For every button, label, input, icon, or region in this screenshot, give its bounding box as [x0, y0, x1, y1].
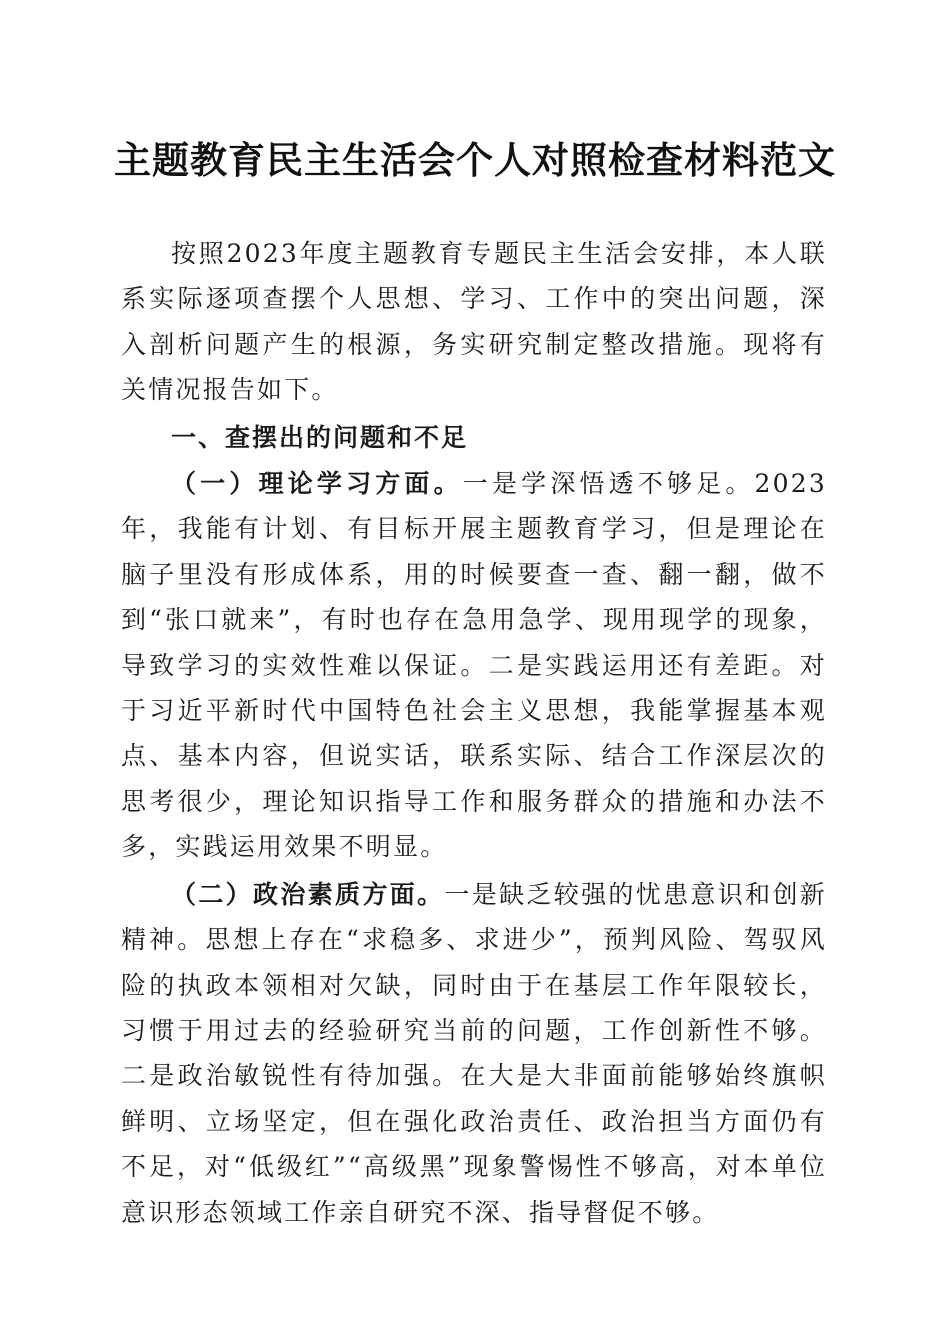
document-body — [121, 231, 827, 1235]
intro-paragraph: 按照2023年度主题教育专题民主生活会安排，本人联系实际逐项查摆个人思想、学习、工作中的突出问题，深入剖析问题产生的根源，务实研究制定整改措施。现将有关情况报告如下。 — [121, 239, 827, 405]
subsection-text: 一是学深悟透不够足。2023年，我能有计划、有目标开展主题教育学习，但是理论在脑子里没有形成体系，用的时候要查一查、翻一翻，做不到“张口就来”，有时也存在急用急学、现用现学的现象，导致学习的实效性难以保证。二是实践运用还有差距。对于习近平新时代中国特色社会主义思想，我能掌握基本观点、基本内容，但说实话，联系实际、结合工作深层次的思考很少，理论知识指导工作和服务群众的措施和办法不多，实践运用效果不明显。 — [121, 469, 827, 862]
subsection-political-quality — [121, 872, 827, 1235]
subsection-label: （一）理论学习方面。 — [171, 469, 463, 499]
subsection-label: （二）政治素质方面。 — [171, 879, 445, 909]
section-heading: 一、查摆出的问题和不足 — [171, 422, 469, 452]
document-title: 主题教育民主生活会个人对照检查材料范文 — [114, 138, 836, 182]
subsection-text: 一是缺乏较强的忧患意识和创新精神。思想上存在“求稳多、求进少”，预判风险、驾驭风险的执政本领相对欠缺，同时由于在基层工作年限较长，习惯于用过去的经验研究当前的问题，工作创新性不够。二是政治敏锐性有待加强。在大是大非面前能够始终旗帜鲜明、立场坚定，但在强化政治责任、政治担当方面仍有不足，对“低级红”“高级黑”现象警惕性不够高，对本单位意识形态领域工作亲自研究不深、指导督促不够。 — [121, 879, 827, 1227]
subsection-theory-study — [121, 461, 827, 870]
